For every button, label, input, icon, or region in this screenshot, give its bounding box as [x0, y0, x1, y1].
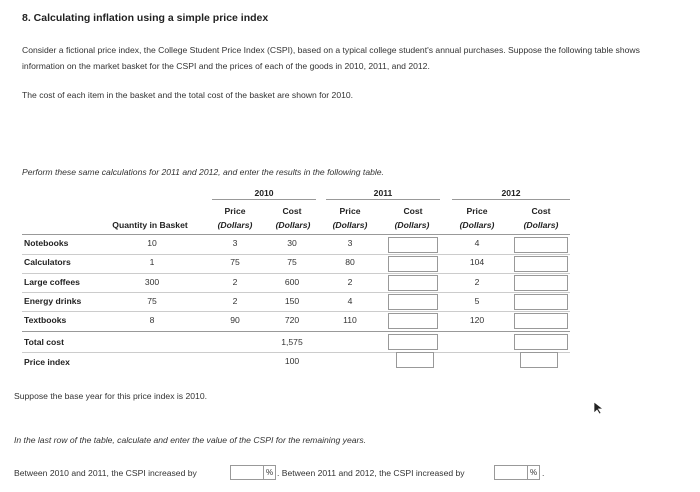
price-2012-cell: 104: [469, 257, 485, 267]
total-cost-label: Total cost: [24, 337, 64, 347]
price-index-label: Price index: [24, 357, 70, 367]
percent-increase-2011-input[interactable]: [230, 465, 264, 480]
price-2011-cell: 80: [345, 257, 355, 267]
price-2011-cell: 4: [347, 296, 353, 306]
cost-2010-cell: 30: [287, 238, 297, 248]
last-row-instruction: In the last row of the table, calculate and enter the value of the CSPI for the remaining years.: [14, 435, 367, 445]
mouse-cursor-icon: [593, 401, 605, 415]
price-2010-cell: 2: [232, 296, 238, 306]
instruction-text: Perform these same calculations for 2011 and 2012, and enter the results in the following table.: [22, 167, 384, 177]
base-year-note: Suppose the base year for this price index is 2010.: [14, 391, 207, 401]
cost-2010-cell: 75: [287, 257, 297, 267]
quantity-cell: 75: [147, 296, 157, 306]
percent-increase-2012-input[interactable]: [494, 465, 528, 480]
cost-2011-unit: (Dollars): [394, 220, 430, 230]
cost-2010-cell: 720: [284, 315, 300, 325]
price-2012-header: Price: [466, 206, 488, 216]
end-period: .: [542, 468, 545, 478]
total-cost-2010: 1,575: [281, 337, 303, 347]
cost-2012-input-energy-drinks[interactable]: [514, 294, 568, 310]
price-2012-cell: 2: [474, 277, 480, 287]
cost-2011-input-calculators[interactable]: [388, 256, 438, 272]
price-2010-cell: 90: [230, 315, 240, 325]
row-label: Energy drinks: [24, 296, 82, 306]
price-index-2010: 100: [284, 356, 300, 366]
price-2011-cell: 2: [347, 277, 353, 287]
cost-2012-header: Cost: [531, 206, 551, 216]
cost-2012-input-notebooks[interactable]: [514, 237, 568, 253]
cost-2011-input-notebooks[interactable]: [388, 237, 438, 253]
row-label: Notebooks: [24, 238, 69, 248]
price-index-2012-input[interactable]: [520, 352, 558, 368]
cost-2011-input-energy-drinks[interactable]: [388, 294, 438, 310]
total-cost-2012-input[interactable]: [514, 334, 568, 350]
cost-2012-input-calculators[interactable]: [514, 256, 568, 272]
cost-note: The cost of each item in the basket and the total cost of the basket are shown for 2010.: [22, 90, 354, 100]
price-2012-cell: 5: [474, 296, 480, 306]
cost-2010-unit: (Dollars): [275, 220, 311, 230]
row-label: Calculators: [24, 257, 71, 267]
price-index-2011-input[interactable]: [396, 352, 434, 368]
cost-2011-input-large-coffees[interactable]: [388, 275, 438, 291]
cost-2011-input-textbooks[interactable]: [388, 313, 438, 329]
price-2010-cell: 2: [232, 277, 238, 287]
percent-increase-2011-field: [230, 465, 276, 480]
question-title: 8. Calculating inflation using a simple price index: [22, 12, 269, 24]
cost-2012-unit: (Dollars): [523, 220, 559, 230]
intro-text: Consider a fictional price index, the College Student Price Index (CSPI), based on a typical college student's annual purchases. Suppose the following table shows information on the market basket for the CSPI and the prices of each of the goods in 2010, 2011, and 2012.: [22, 45, 640, 71]
quantity-cell: 1: [149, 257, 155, 267]
cost-2011-header: Cost: [403, 206, 423, 216]
price-2012-cell: 120: [469, 315, 485, 325]
cost-2010-cell: 600: [284, 277, 300, 287]
price-2011-cell: 110: [343, 315, 357, 325]
row-label: Large coffees: [24, 277, 80, 287]
total-cost-2011-input[interactable]: [388, 334, 438, 350]
quantity-cell: 300: [144, 277, 160, 287]
quantity-header: Quantity in Basket: [112, 220, 188, 230]
cost-2012-input-textbooks[interactable]: [514, 313, 568, 329]
year-2010-header: 2010: [254, 188, 274, 198]
price-2011-header: Price: [339, 206, 361, 216]
row-label: Textbooks: [24, 315, 67, 325]
price-2010-header: Price: [224, 206, 246, 216]
price-2011-unit: (Dollars): [332, 220, 368, 230]
answer-sentence-a: Between 2010 and 2011, the CSPI increased by: [14, 468, 197, 478]
percent-unit: %: [528, 465, 540, 480]
price-2012-unit: (Dollars): [459, 220, 495, 230]
answer-sentence-b: . Between 2011 and 2012, the CSPI increased by: [277, 468, 465, 478]
price-2010-cell: 3: [232, 238, 238, 248]
cost-2010-cell: 150: [284, 296, 300, 306]
year-2012-header: 2012: [501, 188, 521, 198]
price-2011-cell: 3: [347, 238, 353, 248]
quantity-cell: 10: [147, 238, 157, 248]
price-2010-cell: 75: [230, 257, 240, 267]
price-2012-cell: 4: [474, 238, 480, 248]
cost-2012-input-large-coffees[interactable]: [514, 275, 568, 291]
price-2010-unit: (Dollars): [217, 220, 253, 230]
percent-increase-2012-field: [494, 465, 540, 480]
percent-unit: %: [264, 465, 276, 480]
quantity-cell: 8: [149, 315, 155, 325]
cost-2010-header: Cost: [282, 206, 302, 216]
year-2011-header: 2011: [373, 188, 393, 198]
